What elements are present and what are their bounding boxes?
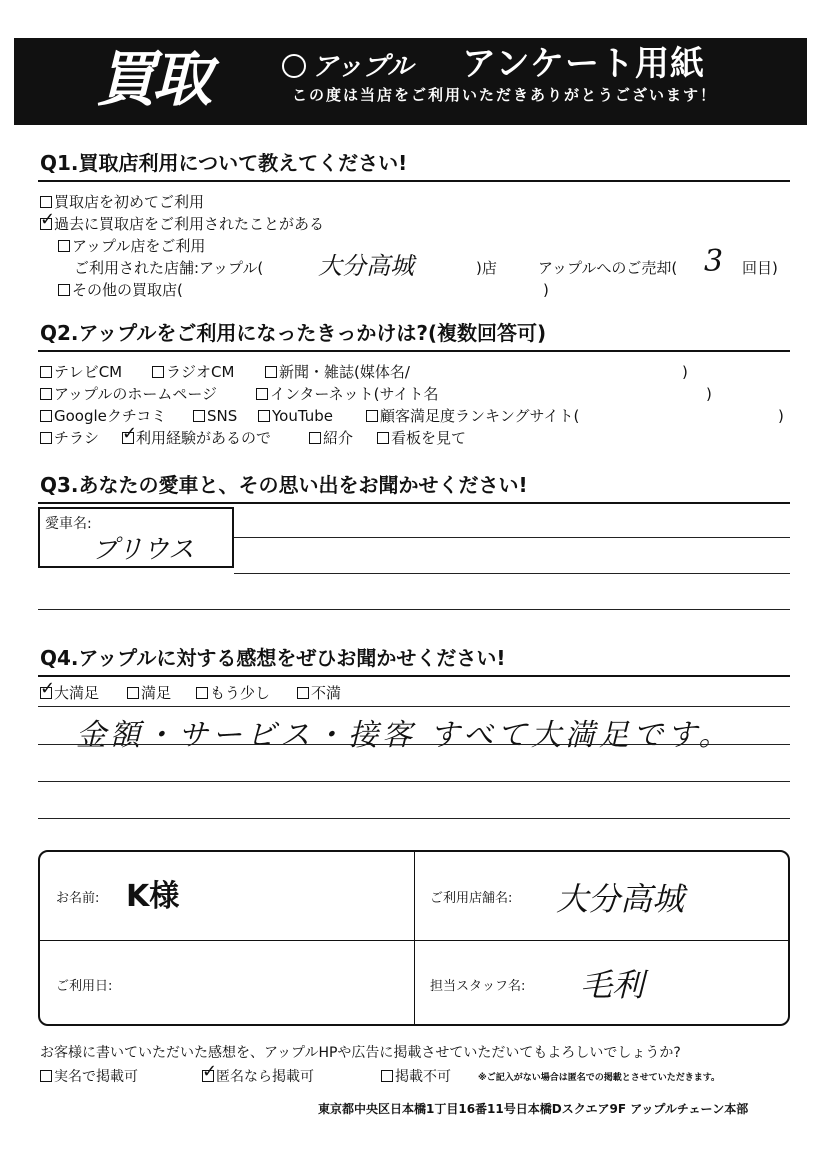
q1-opt-other-close: )	[543, 281, 549, 299]
q2-internet[interactable]: インターネット(サイト名	[256, 384, 438, 404]
q3-line-2	[234, 573, 790, 574]
q3-rule	[38, 502, 790, 504]
q1-opt-apple[interactable]: アップル店をご利用	[58, 236, 205, 256]
checkbox-icon[interactable]	[297, 687, 309, 699]
q1-title: Q1.買取店利用について教えてください!	[40, 151, 408, 175]
q3-line-3	[38, 609, 790, 610]
q2-ranking[interactable]: 顧客満足度ランキングサイト(	[366, 406, 579, 426]
header-banner	[14, 38, 807, 125]
footer-note: ※ご記入がない場合は匿名での掲載とさせていただきます。	[478, 1073, 721, 1083]
info-horizontal-divider	[40, 940, 788, 941]
q2-sns[interactable]: SNS	[193, 406, 237, 426]
checkbox-icon[interactable]	[40, 366, 52, 378]
checkbox-icon[interactable]	[377, 432, 389, 444]
q4-line-3	[38, 781, 790, 782]
checkbox-icon[interactable]	[40, 196, 52, 208]
store-name-label: ご利用店舗名:	[430, 891, 513, 906]
q1-count-label: アップルへのご売却(	[538, 259, 678, 277]
checkbox-checked-icon[interactable]	[40, 218, 52, 230]
q2-news-close: )	[682, 363, 688, 381]
name-label: お名前:	[56, 891, 100, 906]
q3-title: Q3.あなたの愛車と、その思い出をお聞かせください!	[40, 473, 528, 497]
store-name-value[interactable]: 大分高城	[556, 880, 685, 918]
checkbox-icon[interactable]	[258, 410, 270, 422]
checkbox-icon[interactable]	[127, 687, 139, 699]
staff-value[interactable]: 毛利	[580, 966, 645, 1004]
q4-dissatisfied[interactable]: 不満	[297, 683, 341, 703]
checkbox-checked-icon[interactable]	[122, 432, 134, 444]
header-big-title: 買取	[96, 45, 208, 115]
footer-real-name[interactable]: 実名で掲載可	[40, 1067, 138, 1087]
checkbox-icon[interactable]	[196, 687, 208, 699]
checkbox-icon[interactable]	[381, 1070, 393, 1082]
checkbox-icon[interactable]	[40, 1070, 52, 1082]
car-name-label: 愛車名:	[45, 516, 92, 532]
q1-count-value[interactable]: 3	[704, 244, 724, 279]
q2-news[interactable]: 新聞・雑誌(媒体名/	[265, 362, 410, 382]
checkbox-icon[interactable]	[265, 366, 277, 378]
q2-radio[interactable]: ラジオCM	[152, 362, 234, 382]
checkbox-icon[interactable]	[256, 388, 268, 400]
staff-label: 担当スタッフ名:	[430, 979, 526, 994]
q2-referral[interactable]: 紹介	[309, 428, 353, 448]
q4-satisfied[interactable]: 満足	[127, 683, 171, 703]
header-title: アンケート用紙	[462, 44, 705, 84]
checkbox-icon[interactable]	[309, 432, 321, 444]
checkbox-checked-icon[interactable]	[40, 687, 52, 699]
q1-opt-first[interactable]: 買取店を初めてご利用	[40, 192, 204, 212]
q1-opt-past[interactable]: ✓過去に買取店をご利用されたことがある	[40, 214, 324, 234]
name-value[interactable]: K様	[126, 879, 180, 914]
q4-comment[interactable]: 金額・サービス・接客 すべて大満足です。	[76, 718, 733, 753]
q2-flyer[interactable]: チラシ	[40, 428, 99, 448]
q1-store-suffix: )店	[476, 259, 497, 277]
q2-sign[interactable]: 看板を見て	[377, 428, 466, 448]
checkbox-icon[interactable]	[58, 240, 70, 252]
q4-line-1	[38, 706, 790, 707]
q2-homepage[interactable]: アップルのホームページ	[40, 384, 217, 404]
q4-very-satisfied[interactable]: ✓大満足	[40, 683, 99, 703]
date-label: ご利用日:	[56, 979, 113, 994]
q1-opt-other[interactable]: その他の買取店(	[58, 280, 183, 300]
q4-rule	[38, 675, 790, 677]
q2-rule	[38, 350, 790, 352]
info-vertical-divider	[414, 852, 415, 1024]
footer-question: お客様に書いていただいた感想を、アップルHPや広告に掲載させていただいてもよろしいでしょうか?	[40, 1045, 681, 1061]
q4-line-2	[38, 744, 790, 745]
q2-youtube[interactable]: YouTube	[258, 406, 333, 426]
checkbox-icon[interactable]	[40, 432, 52, 444]
checkbox-icon[interactable]	[40, 388, 52, 400]
q2-google[interactable]: Googleクチコミ	[40, 406, 166, 426]
q3-line-1	[234, 537, 790, 538]
q1-store-label: ご利用された店舗:アップル(	[74, 259, 264, 277]
checkbox-icon[interactable]	[366, 410, 378, 422]
checkbox-icon[interactable]	[40, 410, 52, 422]
footer-address: 東京都中央区日本橋1丁目16番11号日本橋Dスクエア9F アップルチェーン本部	[318, 1102, 749, 1116]
q1-count-suffix: 回目)	[742, 259, 778, 277]
q2-ranking-close: )	[778, 407, 784, 425]
apple-logo-icon	[282, 54, 306, 78]
checkbox-icon[interactable]	[193, 410, 205, 422]
q4-line-4	[38, 818, 790, 819]
q4-little[interactable]: もう少し	[196, 683, 270, 703]
footer-anonymous[interactable]: ✓ 匿名なら掲載可	[202, 1067, 314, 1087]
checkbox-checked-icon[interactable]	[202, 1070, 214, 1082]
q1-store-value[interactable]: 大分高城	[318, 252, 414, 280]
q1-rule	[38, 180, 790, 182]
checkbox-icon[interactable]	[58, 284, 70, 296]
q2-internet-close: )	[706, 385, 712, 403]
q2-title: Q2.アップルをご利用になったきっかけは?(複数回答可)	[40, 321, 547, 345]
q2-used[interactable]: ✓ 利用経験があるので	[122, 428, 271, 448]
header-subtitle: この度は当店をご利用いただきありがとうございます！	[292, 86, 718, 104]
footer-no-publish[interactable]: 掲載不可	[381, 1067, 451, 1087]
customer-info-table	[38, 850, 790, 1026]
q2-tv[interactable]: テレビCM	[40, 362, 122, 382]
q4-title: Q4.アップルに対する感想をぜひお聞かせください!	[40, 646, 506, 670]
checkbox-icon[interactable]	[152, 366, 164, 378]
car-name-value[interactable]: プリウス	[92, 535, 195, 565]
car-name-box[interactable]	[38, 507, 234, 568]
apple-logo-text: アップル	[312, 52, 414, 82]
apple-logo	[282, 50, 413, 84]
